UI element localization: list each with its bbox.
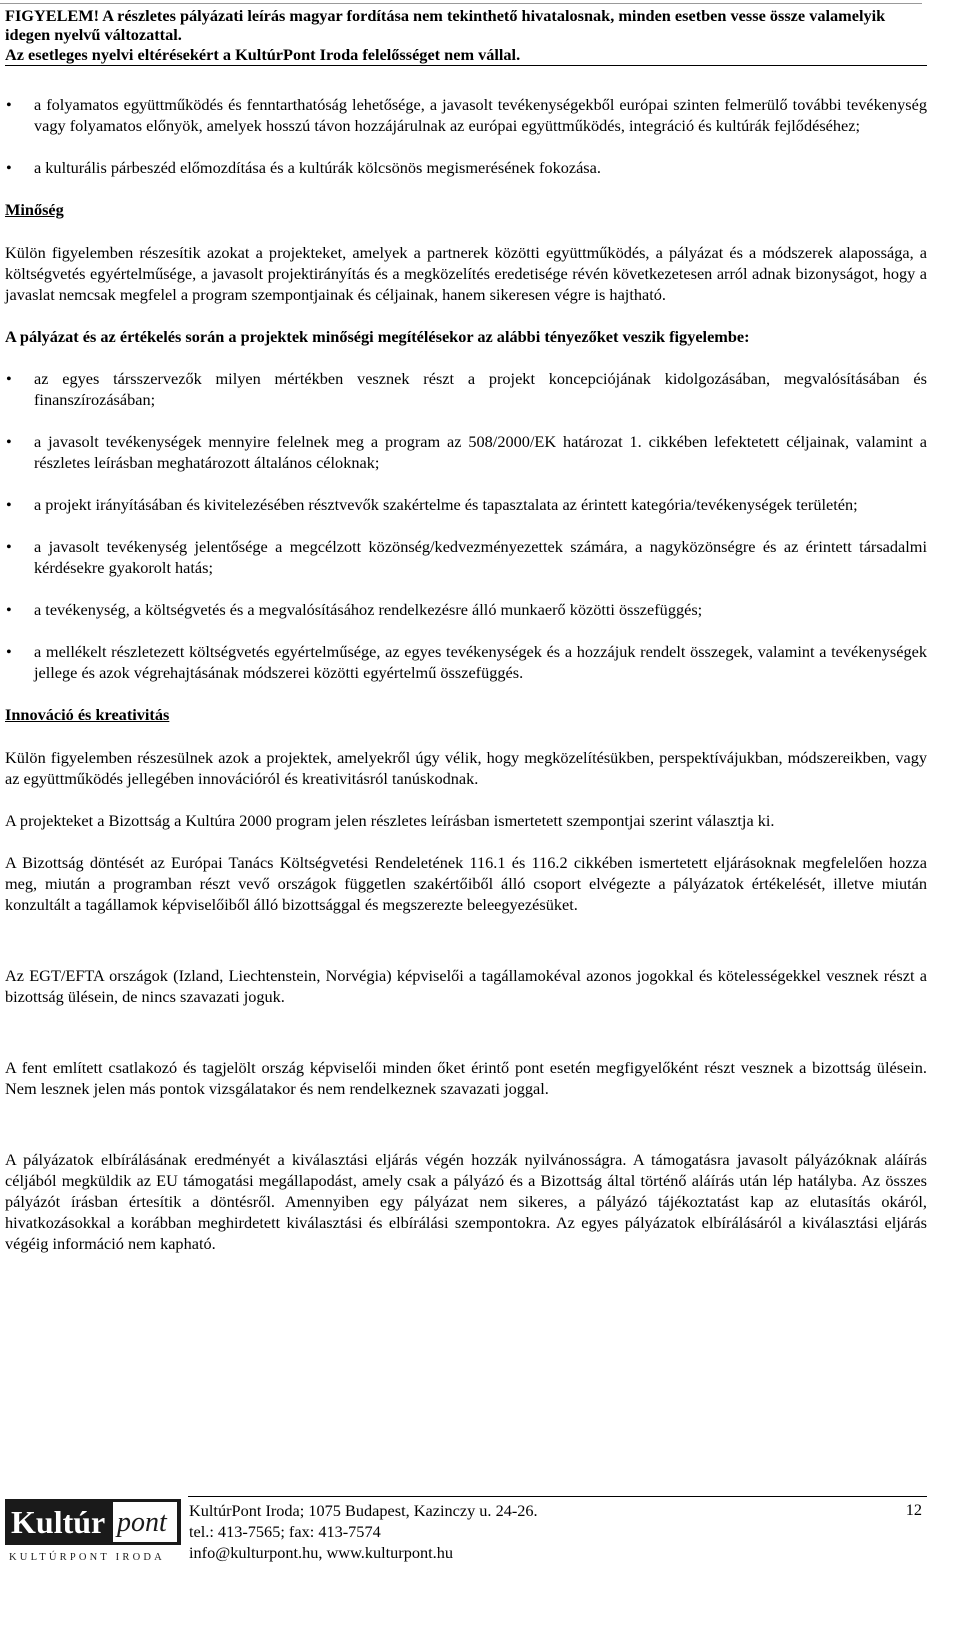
logo-word-2: pont — [117, 1507, 167, 1538]
quality-paragraph: Külön figyelemben részesítik azokat a projekteket, amelyek a partnerek közötti együttműködés, a pályázat és a módszerek alapossága, a költségvetés egyértelműsége, a javasolt projektirányítás és a megközelítés eredetisége révén következetesen arról adnak bizonyságot, hogy a javaslat nemcsak megfelel a program szempontjainak és céljainak, hanem sikeresen végre is hajtható. — [5, 243, 927, 305]
notice-line-2: Az esetleges nyelvi eltérésekért a KultúrPont Iroda felelősséget nem vállal. — [5, 44, 521, 64]
criteria-intro: A pályázat és az értékelés során a projektek minőségi megítélésekor az alábbi tényezőket veszik figyelembe: — [5, 327, 750, 347]
translation-notice — [5, 6, 927, 64]
kulturpont-logo — [5, 1499, 181, 1565]
footer-divider — [188, 1496, 927, 1497]
notice-line-1: FIGYELEM! A részletes pályázati leírás magyar fordítása nem tekinthető hivatalosnak, minden esetben vesse össze valamelyik idegen nyelvű változattal. — [5, 6, 886, 45]
footer-web: info@kulturpont.hu, www.kulturpont.hu — [189, 1543, 454, 1562]
list-item: • a mellékelt részletezett költségvetés egyértelműsége, az egyes tevékenységek és a hozzájuk rendelt összegek, valamint a tevékenységek jellege és azok végrehajtásának módszerei közötti egyértelmű összefüggés. — [6, 642, 927, 683]
page-number: 12 — [905, 1500, 922, 1519]
list-item: • a kulturális párbeszéd előmozdítása és a kultúrák kölcsönös megismerésének fokozása. — [6, 158, 601, 178]
list-item: • a projekt irányításában és kivitelezésében résztvevők szakértelme és tapasztalata az érintett kategória/tevékenységek területén; — [6, 495, 858, 515]
top-rule — [0, 3, 922, 4]
list-item: • a javasolt tevékenységek mennyire felelnek meg a program az 508/2000/EK határozat 1. cikkében lefektetett céljainak, valamint a részletes leírásban meghatározott általános céloknak; — [6, 432, 927, 473]
spacer — [5, 936, 927, 965]
bullet-icon: • — [6, 369, 12, 389]
bullet-icon: • — [6, 537, 12, 557]
eea-efta-paragraph: Az EGT/EFTA országok (Izland, Liechtenstein, Norvégia) képviselői a tagállamokéval azonos jogokkal és kötelességekkel vesznek részt a bizottság ülésein, de nincs szavazati joguk. — [5, 966, 927, 1007]
footer-contact — [189, 1500, 538, 1563]
bullet-icon: • — [6, 642, 12, 662]
bullet-icon: • — [6, 95, 12, 115]
document-page — [5, 6, 927, 1275]
logo-subtitle: KULTÚRPONT IRODA — [9, 1552, 165, 1563]
results-paragraph: A pályázatok elbírálásának eredményét a kiválasztási eljárás végén hozzák nyilvánosságra. A támogatásra javasolt pályázóknak aláírás céljából megküldik az EU támogatási megállapodást, amely csak a pályázó és a Bizottság által történő aláírás után lép hatályba. Az összes pályázót írásban értesítik a döntésről. Amennyiben egy pályázat nem sikeres, a pályázó tájékoztatást kap az elutasítás okáról, hivatkozásokkal a korábban meghirdetett kiválasztási és elbírálási szempontokra. Az egyes pályázatok elbírálásáról a kiválasztási eljárás végéig információ nem kapható. — [5, 1150, 927, 1254]
bullet-icon: • — [6, 432, 12, 452]
decision-paragraph: A Bizottság döntését az Európai Tanács Költségvetési Rendeletének 116.1 és 116.2 cikkében ismertetett eljárásoknak megfelelően hozza meg, miután a programban részt vevő országok független szakértőiből álló csoport elvégezte a pályázatok értékelését, illetve miután konzultált a tagállamok képviselőiből álló bizottsággal és megszerezte beleegyezésüket. — [5, 853, 927, 915]
footer-phone: tel.: 413-7565; fax: 413-7574 — [189, 1522, 381, 1541]
list-item: • a folyamatos együttműködés és fenntarthatóság lehetősége, a javasolt tevékenységekből európai szinten felmerülő további tevékenység vagy folyamatos előnyök, amelyek hosszú távon hozzájárulnak az európai együttműködés, integráció és kultúrák fejlődéséhez; — [6, 95, 927, 136]
footer-address: KultúrPont Iroda; 1075 Budapest, Kazinczy u. 24-26. — [189, 1501, 538, 1520]
bullet-icon: • — [6, 600, 12, 620]
candidate-countries-paragraph: A fent említett csatlakozó és tagjelölt ország képviselői minden őket érintő pont esetén megfigyelőként részt vesznek a bizottság ülésein. Nem lesznek jelen más pontok vizsgálatakor és nem rendelkeznek szavazati joggal. — [5, 1058, 927, 1099]
logo-word-1: Kultúr — [11, 1504, 106, 1540]
section-heading-quality: Minőség — [5, 200, 64, 220]
spacer — [5, 1120, 927, 1149]
page-footer — [5, 1496, 927, 1568]
section-heading-innovation: Innováció és kreativitás — [5, 705, 170, 725]
bullet-icon: • — [6, 158, 12, 178]
list-item: • a javasolt tevékenység jelentősége a megcélzott közönség/kedvezményezettek számára, a nagyközönségre és az érintett társadalmi kérdésekre gyakorolt hatás; — [6, 537, 927, 578]
innovation-paragraph: Külön figyelemben részesülnek azok a projektek, amelyekről úgy vélik, hogy megközelítésükben, perspektívájukban, módszereikben, vagy az együttműködés jellegében innovációról és kreativitásról tanúskodnak. — [5, 748, 927, 789]
list-item: • az egyes társszervezők milyen mértékben vesznek részt a projekt koncepciójának kidolgozásában, megvalósításában és finanszírozásában; — [6, 369, 927, 410]
spacer — [5, 1028, 927, 1057]
bullet-icon: • — [6, 495, 12, 515]
notice-divider — [5, 65, 927, 66]
selection-paragraph: A projekteket a Bizottság a Kultúra 2000 program jelen részletes leírásban ismertetett szempontjai szerint választja ki. — [5, 811, 775, 831]
list-item: • a tevékenység, a költségvetés és a megvalósításához rendelkezésre álló munkaerő közötti összefüggés; — [6, 600, 703, 620]
